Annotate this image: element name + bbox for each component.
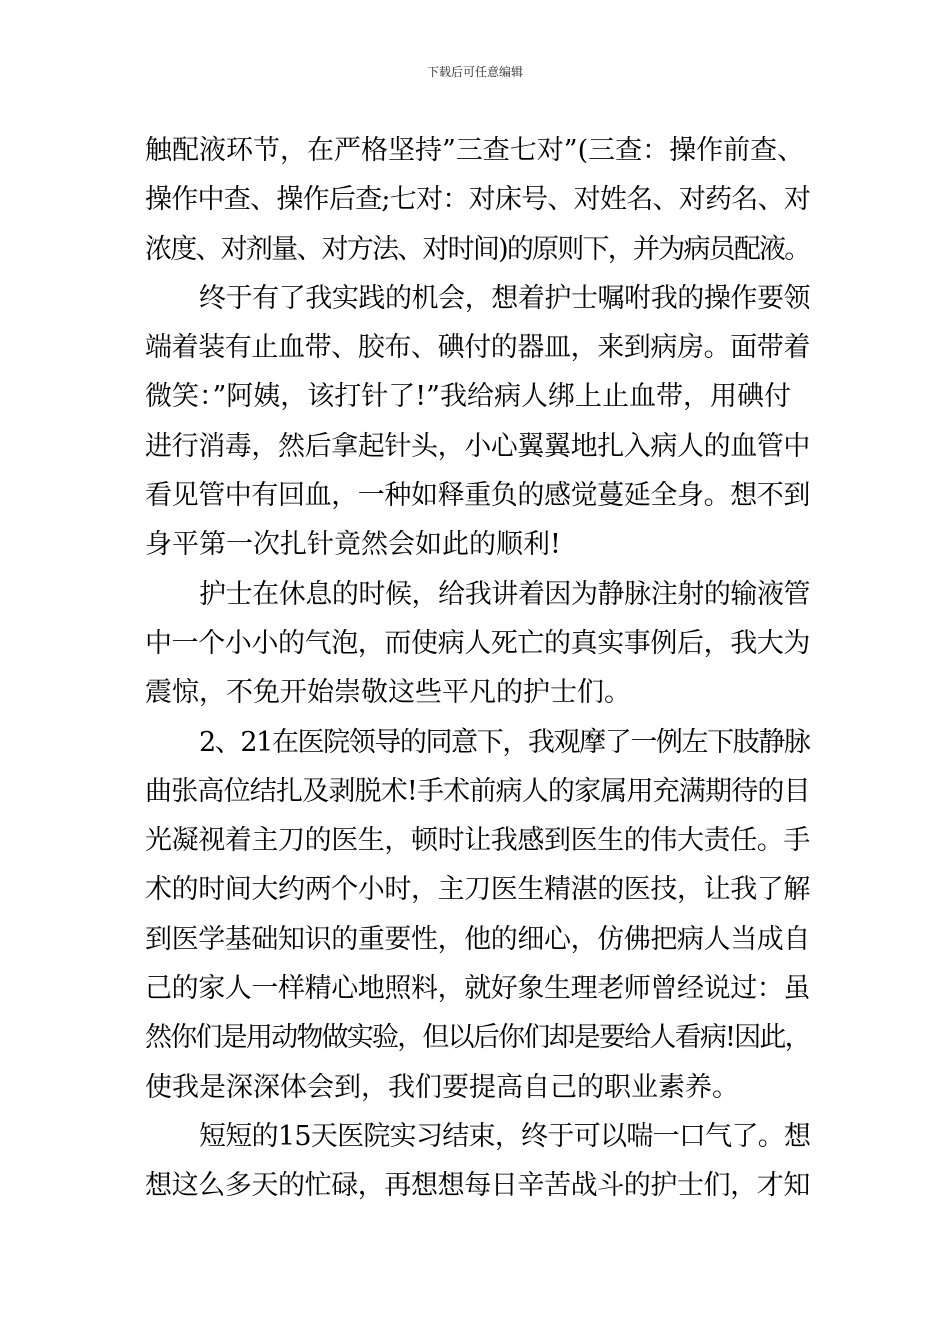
text-line: 中一个小小的气泡，而使病人死亡的真实事例后，我大为 bbox=[145, 627, 810, 659]
text-line: 曲张高位结扎及剥脱术!手术前病人的家属用充满期待的目 bbox=[145, 775, 810, 807]
text-line: 看见管中有回血，一种如释重负的感觉蔓延全身。想不到 bbox=[145, 480, 810, 512]
text-line: 使我是深深体会到，我们要提高自己的职业素养。 bbox=[145, 1071, 739, 1103]
text-line: 触配液环节，在严格坚持”三查七对”(三查：操作前查、 bbox=[145, 135, 805, 166]
text-line: 光凝视着主刀的医生，顿时让我感到医生的伟大责任。手 bbox=[145, 825, 810, 857]
text-line: 身平第一次扎针竟然会如此的顺利! bbox=[145, 529, 561, 561]
document-body bbox=[145, 126, 810, 1211]
text-line: 终于有了我实践的机会，想着护士嘱咐我的操作要领 bbox=[199, 282, 811, 314]
text-line: 浓度、对剂量、对方法、对时间)的原则下，并为病员配液。 bbox=[145, 233, 810, 265]
text-line: 然你们是用动物做实验，但以后你们却是要给人看病!因此， bbox=[145, 1022, 810, 1054]
text-line: 到医学基础知识的重要性，他的细心，仿佛把病人当成自 bbox=[145, 923, 810, 955]
text-line: 己的家人一样精心地照料，就好象生理老师曾经说过：虽 bbox=[145, 973, 810, 1005]
text-line: 护士在休息的时候，给我讲着因为静脉注射的输液管 bbox=[199, 578, 811, 610]
text-line: 2、21在医院领导的同意下，我观摩了一例左下肢静脉 bbox=[199, 726, 810, 758]
text-line: 震惊，不免开始崇敬这些平凡的护士们。 bbox=[145, 677, 631, 709]
text-line: 术的时间大约两个小时，主刀医生精湛的医技，让我了解 bbox=[145, 874, 810, 906]
text-line: 进行消毒，然后拿起针头，小心翼翼地扎入病人的血管中 bbox=[145, 430, 810, 462]
text-line: 微笑：”阿姨，该打针了!”我给病人绑上止血带，用碘付 bbox=[145, 381, 791, 413]
text-line: 端着装有止血带、胶布、碘付的器皿，来到病房。面带着 bbox=[145, 332, 810, 364]
text-line: 短短的15天医院实习结束，终于可以喘一口气了。想 bbox=[199, 1120, 811, 1152]
text-line: 操作中查、操作后查;七对：对床号、对姓名、对药名、对 bbox=[145, 184, 811, 216]
text-line: 想这么多天的忙碌，再想想每日辛苦战斗的护士们，才知 bbox=[145, 1170, 810, 1202]
page-header-caption: 下载后可任意编辑 bbox=[426, 65, 523, 79]
